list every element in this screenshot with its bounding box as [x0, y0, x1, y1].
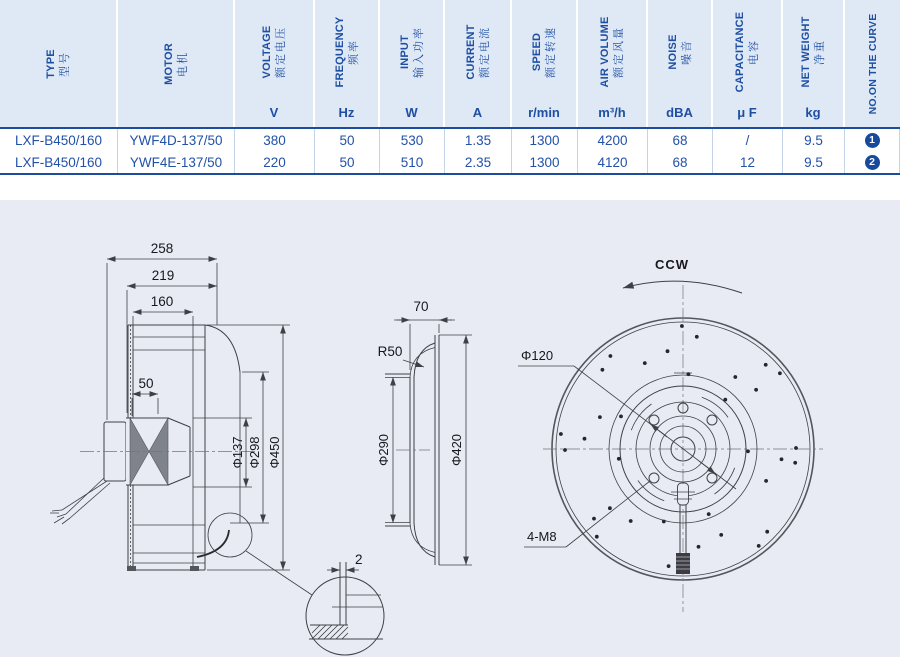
col-label-zh: 额定转速 [545, 25, 557, 78]
table-row [0, 129, 900, 151]
table-row [0, 151, 900, 173]
dim-4m8-label: 4-M8 [527, 529, 557, 544]
cell-input: 530 [380, 129, 445, 151]
cell-type: LXF-B450/160 [0, 151, 118, 173]
curve-number-badge: 2 [865, 155, 880, 170]
cell-noise: 68 [648, 151, 713, 173]
cell-air-volume: 4200 [578, 129, 648, 151]
col-unit: V [269, 105, 279, 120]
cell-speed: 1300 [512, 151, 578, 173]
col-header-capacitance [713, 0, 783, 127]
dim-2-label: 2 [355, 552, 363, 567]
col-label-zh: 净重 [814, 38, 826, 65]
dim-r50-label: R50 [377, 344, 403, 359]
bolt-hole [649, 473, 659, 483]
dim-160-label: 160 [150, 294, 174, 309]
col-header-motor [118, 0, 235, 127]
col-unit: dBA [666, 105, 693, 120]
dim-219-label: 219 [151, 268, 175, 283]
dim-50-label: 50 [138, 376, 154, 391]
col-header-air-volume [578, 0, 648, 127]
col-label-zh: 电容 [748, 38, 760, 65]
col-label-en: NET WEIGHT [800, 15, 812, 88]
cell-voltage: 380 [235, 129, 315, 151]
dim-phi120-label: Φ120 [521, 348, 554, 363]
rivet-dots [559, 324, 798, 568]
col-label-zh: 型号 [59, 50, 71, 77]
col-label-zh: 输入功率 [412, 25, 425, 78]
cell-current: 1.35 [445, 129, 512, 151]
col-label-en: FREQUENCY [333, 16, 346, 87]
table-body [0, 129, 900, 175]
col-label-en: NOISE [666, 33, 679, 70]
col-label-en: TYPE [45, 48, 57, 79]
cell-frequency: 50 [315, 151, 380, 173]
side-view-drawing [50, 241, 312, 595]
dim-phi290-label: Φ290 [376, 433, 391, 467]
inlet-section-drawing [306, 299, 472, 655]
col-label-zh: 噪音 [680, 38, 693, 65]
col-header-current [445, 0, 512, 127]
cell-air-volume: 4120 [578, 151, 648, 173]
col-label-en: CURRENT [464, 23, 477, 80]
col-header-net-weight [783, 0, 845, 127]
col-header-curve-no [845, 0, 900, 127]
ccw-arrow [623, 281, 742, 293]
cell-noise: 68 [648, 129, 713, 151]
cell-voltage: 220 [235, 151, 315, 173]
col-label-en: NO.ON THE CURVE [866, 13, 879, 114]
bolt-hole [707, 473, 717, 483]
cell-input: 510 [380, 151, 445, 173]
col-unit: r/min [528, 105, 560, 120]
drawing-panel [0, 200, 900, 657]
cell-capacitance: 12 [713, 151, 783, 173]
col-label-en: SPEED [531, 32, 543, 71]
bolt-hole [649, 415, 659, 425]
rotation-direction-label: CCW [654, 257, 690, 272]
col-header-speed [512, 0, 578, 127]
col-unit: m³/h [598, 105, 626, 120]
inlet-section-dimensions [376, 299, 472, 565]
cell-curve-no [845, 151, 900, 173]
technical-drawing [0, 200, 900, 657]
cell-capacitance: / [713, 129, 783, 151]
col-header-type [0, 0, 118, 127]
col-unit: A [472, 105, 483, 120]
cell-motor: YWF4D-137/50 [118, 129, 235, 151]
spec-table [0, 0, 900, 175]
cell-type: LXF-B450/160 [0, 129, 118, 151]
dim-258-label: 258 [150, 241, 174, 256]
col-label-en: AIR VOLUME [599, 15, 611, 88]
curve-number-badge: 1 [865, 133, 880, 148]
cell-speed: 1300 [512, 129, 578, 151]
dim-phi298-label: Φ298 [247, 436, 262, 469]
motor-wires [50, 478, 110, 524]
dim-phi137-label: Φ137 [230, 436, 245, 469]
col-header-frequency [315, 0, 380, 127]
col-label-en: INPUT [398, 34, 411, 69]
dim-phi450-label: Φ450 [267, 436, 282, 469]
cell-net-weight: 9.5 [783, 129, 845, 151]
table-header-row [0, 0, 900, 129]
detail-bubble [306, 552, 384, 655]
side-view-dimensions [107, 241, 290, 570]
col-header-input [380, 0, 445, 127]
col-label-zh: 频率 [347, 38, 360, 65]
col-label-zh: 额定风量 [613, 25, 625, 78]
cell-frequency: 50 [315, 129, 380, 151]
col-unit: Hz [338, 105, 355, 120]
bolt-hole [707, 415, 717, 425]
col-header-voltage [235, 0, 315, 127]
col-label-en: CAPACITANCE [734, 11, 746, 92]
cell-net-weight: 9.5 [783, 151, 845, 173]
col-label-zh: 额定电压 [275, 25, 287, 78]
col-header-noise [648, 0, 713, 127]
col-unit: kg [805, 105, 821, 120]
cell-current: 2.35 [445, 151, 512, 173]
col-unit: W [405, 105, 418, 120]
cell-motor: YWF4E-137/50 [118, 151, 235, 173]
col-label-zh: 额定电流 [478, 25, 491, 78]
col-label-en: VOLTAGE [261, 25, 273, 78]
front-view-drawing [518, 257, 823, 612]
dim-70-label: 70 [413, 299, 429, 314]
cell-curve-no [845, 129, 900, 151]
col-label-zh: 电机 [176, 50, 189, 77]
col-unit: μ F [737, 105, 757, 120]
col-label-en: MOTOR [162, 42, 175, 85]
dim-phi420-label: Φ420 [449, 433, 464, 467]
